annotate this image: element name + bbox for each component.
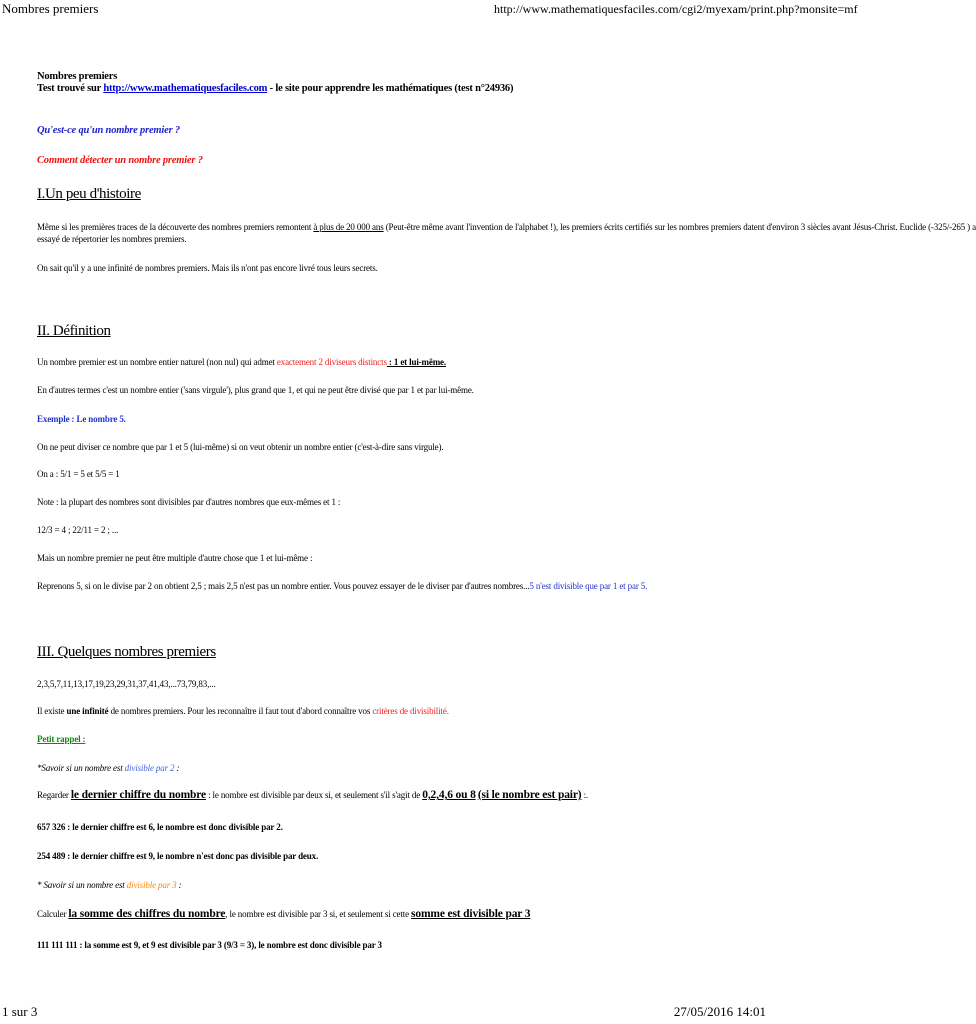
- print-footer-page: 1 sur 3: [2, 1004, 38, 1019]
- print-header-url: http://www.mathematiquesfaciles.com/cgi2/myexam/print.php?monsite=mf: [494, 2, 858, 16]
- divisible-by-3-rule: Calculer la somme des chiffres du nombre, le nombre est divisible par 3 si, et seulement si cette somme est divisible par 3: [37, 908, 531, 920]
- section-1-paragraph-1: Même si les premières traces de la découverte des nombres premiers remontent à plus de 20 000 ans (Peut-être même avant l'invention de l'alphabet !), les premiers écrits certifiés sur les nombres premiers datent d'environ 3 siècles avant Jésus-Christ. Euclide (-325/-265 ) a essayé de répertorier les nombres premiers.: [37, 222, 976, 244]
- site-link[interactable]: http://www.mathematiquesfaciles.com: [103, 83, 268, 94]
- section-2-heading: II. Définition: [37, 323, 111, 339]
- section-1-paragraph-2: On sait qu'il y a une infinité de nombres premiers. Mais ils n'ont pas encore livré tous leurs secrets.: [37, 263, 378, 273]
- definition-paragraph: Un nombre premier est un nombre entier naturel (non nul) qui admet exactement 2 diviseurs distincts : 1 et lui-même.: [37, 357, 447, 367]
- divisible-by-2-example-1: 657 326 : le dernier chiffre est 6, le nombre est donc divisible par 2.: [37, 822, 283, 832]
- divisible-by-2-rule: Regarder le dernier chiffre du nombre : le nombre est divisible par deux si, et seulement s'il s'agit de 0,2,4,6 ou 8 (si le nombre est pair) :.: [37, 789, 589, 801]
- prime-multiple-note: Mais un nombre premier ne peut être multiple d'autre chose que 1 et lui-même :: [37, 553, 313, 563]
- example-equation: On a : 5/1 = 5 et 5/5 = 1: [37, 469, 120, 479]
- found-suffix: - le site pour apprendre les mathématiques (test n°24936): [267, 83, 514, 94]
- question-what-is-prime[interactable]: Qu'est-ce qu'un nombre premier ?: [37, 125, 180, 136]
- question-how-detect-prime[interactable]: Comment détecter un nombre premier ?: [37, 155, 203, 166]
- definition-other-terms: En d'autres termes c'est un nombre entier ('sans virgule'), plus grand que 1, et qui ne peut être divisé que par 1 et par lui-même.: [37, 385, 474, 395]
- note-paragraph: Note : la plupart des nombres sont divisibles par d'autres nombres que eux-mêmes et 1 :: [37, 497, 341, 507]
- retry-paragraph: Reprenons 5, si on le divise par 2 on obtient 2,5 ; mais 2,5 n'est pas un nombre entier. Vous pouvez essayer de le diviser par d'autres nombres...5 n'est divisible que par 1 et par 5.: [37, 581, 648, 591]
- divisible-by-3-title: * Savoir si un nombre est divisible par 3 :: [37, 880, 182, 890]
- doc-source-line: [37, 83, 513, 95]
- print-footer-datetime: 27/05/2016 14:01: [673, 1004, 766, 1019]
- infinity-paragraph: Il existe une infinité de nombres premiers. Pour les reconnaître il faut tout d'abord connaître vos critères de divisibilité.: [37, 706, 449, 716]
- doc-title: Nombres premiers: [37, 71, 118, 82]
- example-paragraph-1: On ne peut diviser ce nombre que par 1 et 5 (lui-même) si on veut obtenir un nombre entier (c'est-à-dire sans virgule).: [37, 442, 444, 452]
- note-examples: 12/3 = 4 ; 22/11 = 2 ; ...: [37, 525, 119, 535]
- example-title: Exemple : Le nombre 5.: [37, 414, 126, 424]
- found-prefix: Test trouvé sur: [37, 83, 104, 94]
- doc-title-block: [37, 71, 513, 95]
- divisible-by-2-title: *Savoir si un nombre est divisible par 2 :: [37, 763, 180, 773]
- section-1-heading: I.Un peu d'histoire: [37, 186, 141, 202]
- print-header-title: Nombres premiers: [2, 1, 99, 16]
- divisible-by-3-example: 111 111 111 : la somme est 9, et 9 est divisible par 3 (9/3 = 3), le nombre est donc divisible par 3: [37, 940, 382, 950]
- prime-list: 2,3,5,7,11,13,17,19,23,29,31,37,41,43,...73,79,83,...: [37, 679, 216, 689]
- section-3-heading: III. Quelques nombres premiers: [37, 644, 216, 660]
- reminder-title: Petit rappel :: [37, 734, 86, 744]
- divisible-by-2-example-2: 254 489 : le dernier chiffre est 9, le nombre n'est donc pas divisible par deux.: [37, 851, 319, 861]
